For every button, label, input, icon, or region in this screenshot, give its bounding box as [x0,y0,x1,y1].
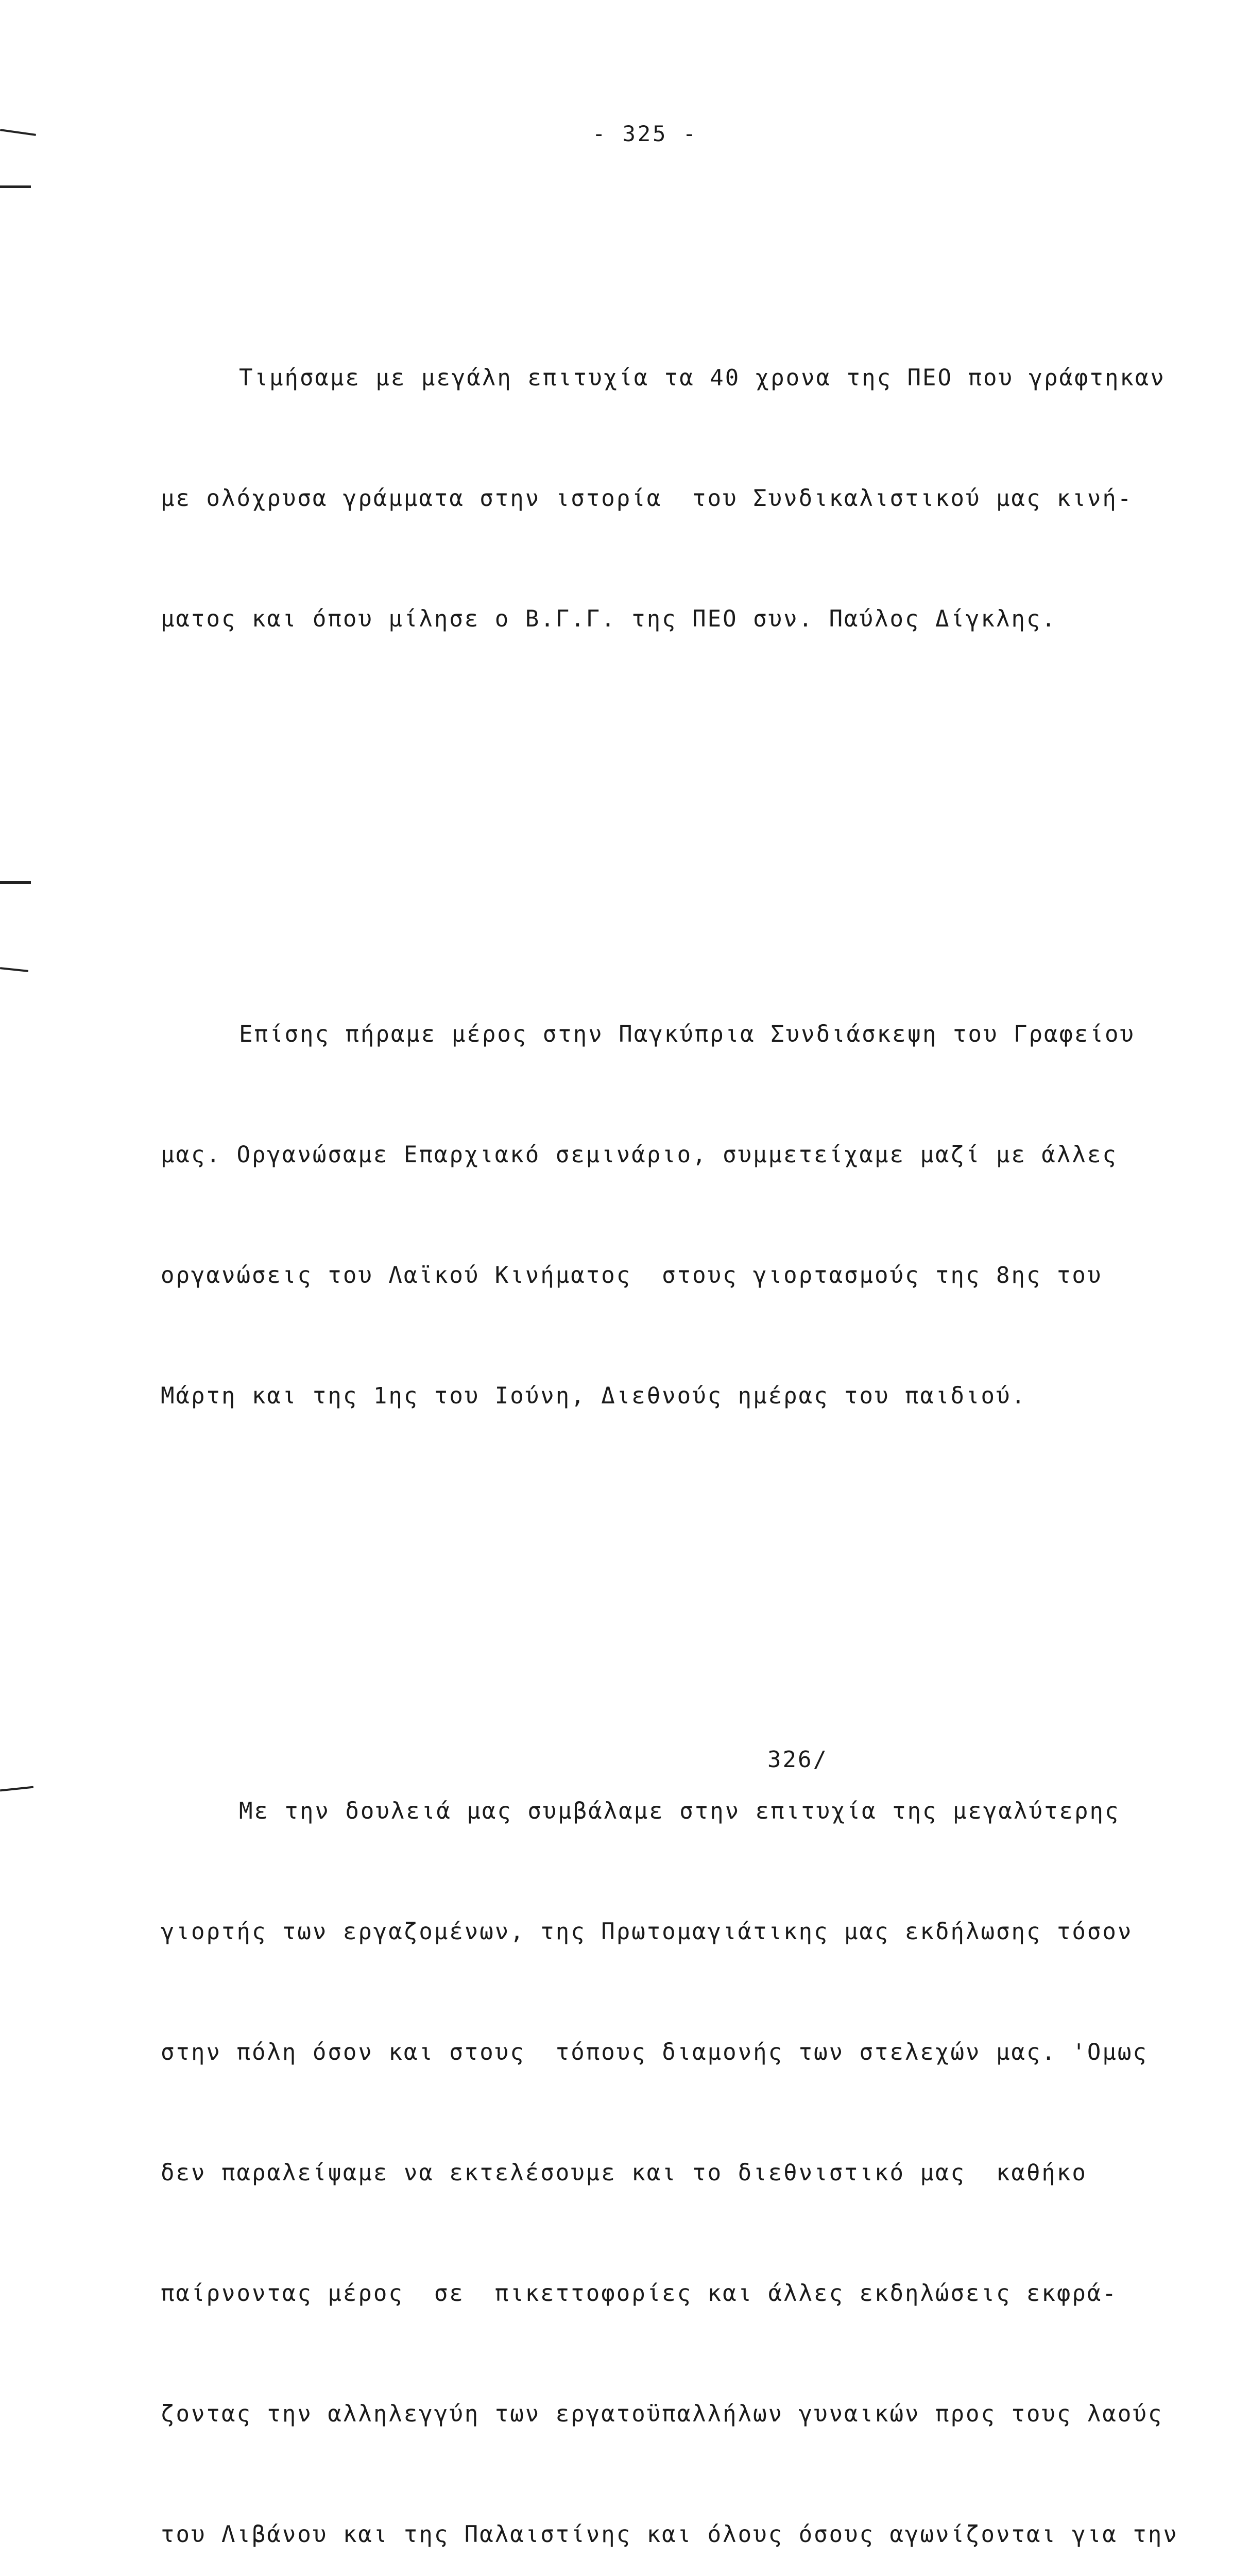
text-line: με ολόχρυσα γράμματα στην ιστορία του Συνδικαλιστικού μας κινή- [161,485,1133,512]
continuation-marker: 326/ [767,1747,828,1773]
text-line: ματος και όπου μίλησε ο Β.Γ.Γ. της ΠΕΟ συν. Παύλος Δίγκλης. [161,606,1057,632]
text-line: Τιμήσαμε με μεγάλη επιτυχία τα 40 χρονα της ΠΕΟ που γράφτηκαν [239,365,1166,391]
text-line: παίρνοντας μέρος σε πικεττοφορίες και άλλες εκδηλώσεις εκφρά- [161,2280,1118,2307]
text-line: Επίσης πήραμε μέρος στην Παγκύπρια Συνδιάσκεψη του Γραφείου [239,1021,1135,1047]
scan-mark [0,185,31,188]
scan-mark [0,881,31,884]
scan-mark [0,1786,33,1792]
text-line: μας. Οργανώσαμε Επαρχιακό σεμινάριο, συμμετείχαμε μαζί με άλλες [161,1142,1118,1168]
text-line: ζοντας την αλληλεγγύη των εργατοϋπαλλήλων γυναικών προς τους λαούς [161,2401,1163,2427]
scan-mark [0,967,28,972]
paragraph-3 [161,1711,1191,2576]
text-line: δεν παραλείψαμε να εκτελέσουμε και το διεθνιστικό μας καθήκο [161,2160,1087,2186]
text-line: του Λιβάνου και της Παλαιστίνης και όλους όσους αγωνίζονται για την [161,2521,1178,2548]
page-number: - 325 - [592,121,698,146]
text-line: οργανώσεις του Λαϊκού Κινήματος στους γιορτασμούς της 8ης του [161,1262,1103,1289]
text-line: γιορτής των εργαζομένων, της Πρωτομαγιάτικης μας εκδήλωσης τόσον [161,1919,1133,1945]
paragraph-1 [161,278,1191,720]
body-text [161,157,1191,2576]
scan-mark [0,129,36,136]
text-line: Μάρτη και της 1ης του Ιούνη, Διεθνούς ημέρας του παιδιού. [161,1383,1026,1409]
text-line: Με την δουλειά μας συμβάλαμε στην επιτυχία της μεγαλύτερης [239,1798,1120,1824]
paragraph-2 [161,934,1191,1497]
text-line: στην πόλη όσον και στους τόπους διαμονής των στελεχών μας. 'Ομως [161,2039,1148,2065]
